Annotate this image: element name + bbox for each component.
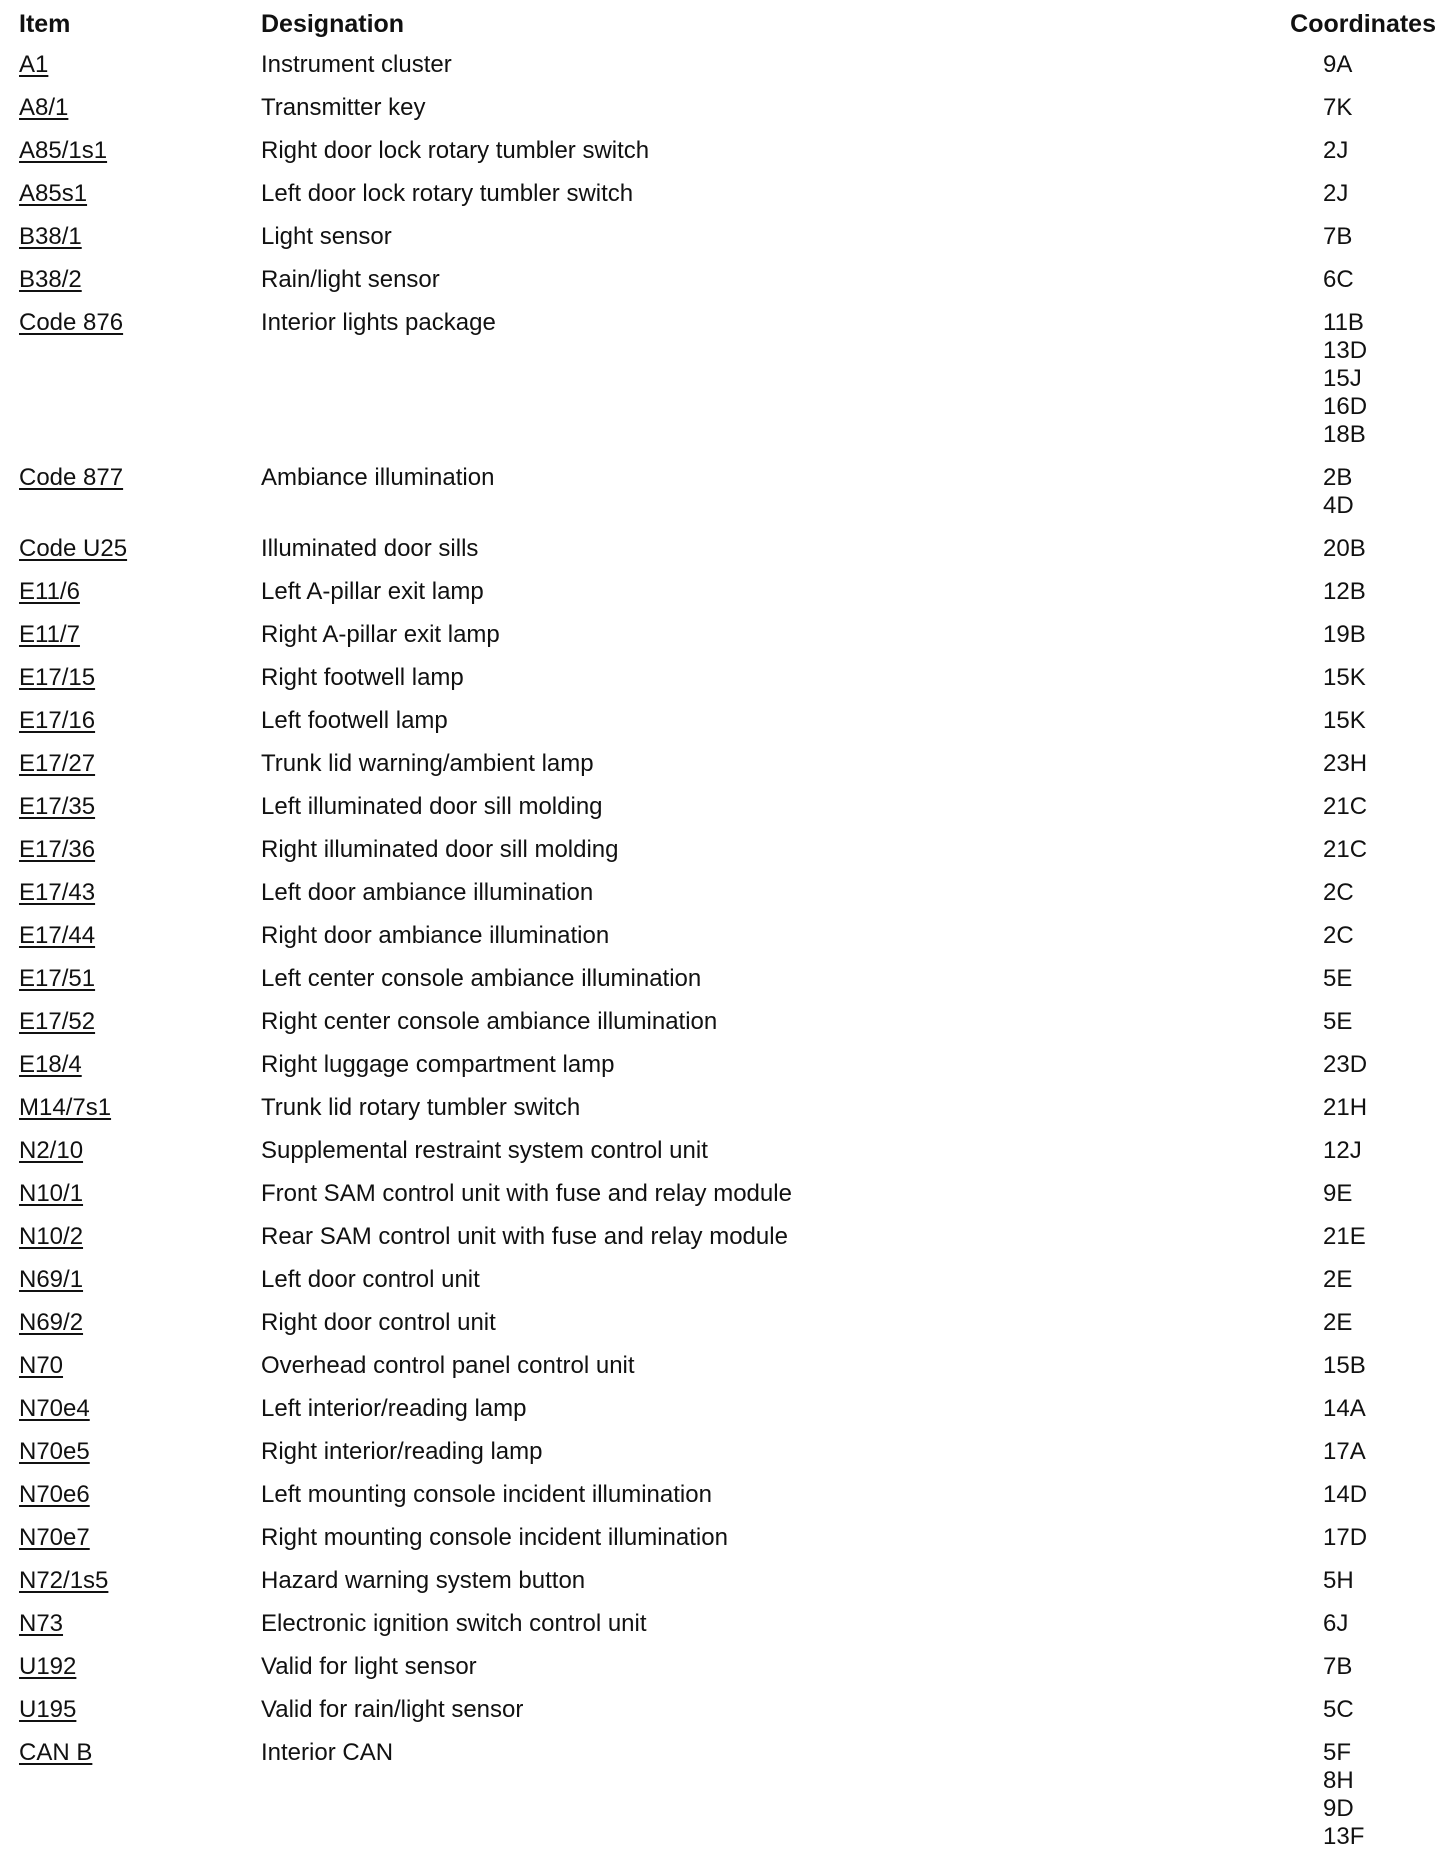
designation-text: Rear SAM control unit with fuse and relay module xyxy=(261,1223,788,1250)
designation-text: Overhead control panel control unit xyxy=(261,1352,635,1379)
table-row xyxy=(0,1438,1456,1481)
table-row xyxy=(0,1180,1456,1223)
coordinate-value: 14A xyxy=(1323,1395,1366,1422)
designation-text: Interior lights package xyxy=(261,309,496,336)
coordinates-cell xyxy=(1323,1008,1456,1036)
coordinate-value: 23H xyxy=(1323,750,1368,777)
coordinates-cell xyxy=(1323,1438,1456,1466)
item-link[interactable]: A85s1 xyxy=(19,180,88,207)
coordinate-value: 2E xyxy=(1323,1309,1353,1336)
coordinate-value: 16D xyxy=(1323,393,1368,420)
designation-text: Left A-pillar exit lamp xyxy=(261,578,484,605)
coordinate-value: 18B xyxy=(1323,421,1366,448)
table-row xyxy=(0,664,1456,707)
table-row xyxy=(0,1309,1456,1352)
item-link[interactable]: E17/51 xyxy=(19,965,96,992)
coordinates-cell xyxy=(1323,1266,1456,1294)
coordinates-cell xyxy=(1323,1223,1456,1251)
coordinate-value: 5C xyxy=(1323,1696,1354,1723)
coordinate-value: 20B xyxy=(1323,535,1366,562)
coordinate-value: 17D xyxy=(1323,1524,1368,1551)
coordinates-cell xyxy=(1323,51,1456,79)
designation-text: Illuminated door sills xyxy=(261,535,479,562)
coordinate-value: 7K xyxy=(1323,94,1353,121)
coordinate-value: 11B xyxy=(1323,309,1364,336)
coordinates-cell xyxy=(1323,223,1456,251)
designation-text: Rain/light sensor xyxy=(261,266,440,293)
coordinate-value: 12B xyxy=(1323,578,1366,605)
component-table-body xyxy=(0,51,1456,1866)
coordinates-cell xyxy=(1323,1653,1456,1681)
coordinate-value: 14D xyxy=(1323,1481,1368,1508)
item-link[interactable]: N70 xyxy=(19,1352,64,1379)
item-link[interactable]: N10/1 xyxy=(19,1180,84,1207)
table-row xyxy=(0,1352,1456,1395)
table-row xyxy=(0,965,1456,1008)
table-row xyxy=(0,94,1456,137)
designation-text: Light sensor xyxy=(261,223,392,250)
coordinates-cell xyxy=(1323,793,1456,821)
table-row xyxy=(0,1008,1456,1051)
item-link[interactable]: B38/1 xyxy=(19,223,82,250)
coordinate-value: 5E xyxy=(1323,1008,1353,1035)
designation-text: Instrument cluster xyxy=(261,51,452,78)
item-link[interactable]: U195 xyxy=(19,1696,77,1723)
coordinates-cell xyxy=(1323,707,1456,735)
table-row xyxy=(0,535,1456,578)
table-row xyxy=(0,707,1456,750)
table-row xyxy=(0,1481,1456,1524)
coordinate-value: 21H xyxy=(1323,1094,1368,1121)
coordinates-cell xyxy=(1323,1094,1456,1122)
coordinates-cell xyxy=(1323,922,1456,950)
coordinate-value: 2J xyxy=(1323,137,1349,164)
designation-text: Trunk lid rotary tumbler switch xyxy=(261,1094,581,1121)
column-header-coordinates: Coordinates xyxy=(1290,10,1436,38)
table-row xyxy=(0,1653,1456,1696)
coordinate-value: 2C xyxy=(1323,879,1354,906)
coordinates-cell xyxy=(1323,1524,1456,1552)
item-link[interactable]: N70e6 xyxy=(19,1481,90,1508)
table-row xyxy=(0,51,1456,94)
column-header-designation: Designation xyxy=(261,10,405,38)
table-row xyxy=(0,793,1456,836)
table-row xyxy=(0,621,1456,664)
item-link[interactable]: N70e7 xyxy=(19,1524,90,1551)
item-link[interactable]: CAN B xyxy=(19,1739,93,1766)
table-row xyxy=(0,309,1456,464)
coordinate-value: 8H xyxy=(1323,1767,1354,1794)
item-link[interactable]: Code 877 xyxy=(19,464,124,491)
coordinate-value: 2B xyxy=(1323,464,1353,491)
item-link[interactable]: U192 xyxy=(19,1653,77,1680)
coordinates-cell xyxy=(1323,578,1456,606)
table-row xyxy=(0,180,1456,223)
designation-text: Left mounting console incident illumination xyxy=(261,1481,712,1508)
designation-text: Right interior/reading lamp xyxy=(261,1438,543,1465)
coordinate-value: 7B xyxy=(1323,223,1353,250)
coordinate-value: 13D xyxy=(1323,337,1368,364)
designation-text: Electronic ignition switch control unit xyxy=(261,1610,647,1637)
item-link[interactable]: A8/1 xyxy=(19,94,69,121)
coordinate-value: 15K xyxy=(1323,707,1366,734)
coordinates-cell xyxy=(1323,1481,1456,1509)
coordinates-cell xyxy=(1323,664,1456,692)
coordinates-cell xyxy=(1323,1395,1456,1423)
coordinates-cell xyxy=(1323,750,1456,778)
designation-text: Front SAM control unit with fuse and relay module xyxy=(261,1180,792,1207)
item-link[interactable]: N2/10 xyxy=(19,1137,84,1164)
coordinates-cell xyxy=(1323,1051,1456,1079)
coordinate-value: 21C xyxy=(1323,836,1368,863)
item-link[interactable]: B38/2 xyxy=(19,266,82,293)
coordinate-value: 9E xyxy=(1323,1180,1353,1207)
designation-text: Right luggage compartment lamp xyxy=(261,1051,615,1078)
designation-text: Right door control unit xyxy=(261,1309,496,1336)
table-row xyxy=(0,266,1456,309)
table-row xyxy=(0,1266,1456,1309)
designation-text: Supplemental restraint system control unit xyxy=(261,1137,708,1164)
designation-text: Left interior/reading lamp xyxy=(261,1395,527,1422)
item-link[interactable]: N70e5 xyxy=(19,1438,90,1465)
designation-text: Right center console ambiance illumination xyxy=(261,1008,718,1035)
coordinates-cell xyxy=(1323,94,1456,122)
coordinates-cell xyxy=(1323,965,1456,993)
coordinate-value: 15K xyxy=(1323,664,1366,691)
table-row xyxy=(0,879,1456,922)
coordinates-cell xyxy=(1323,879,1456,907)
table-row xyxy=(0,922,1456,965)
item-link[interactable]: E11/6 xyxy=(19,578,80,605)
designation-text: Right footwell lamp xyxy=(261,664,464,691)
item-link[interactable]: M14/7s1 xyxy=(19,1094,112,1121)
coordinate-value: 21C xyxy=(1323,793,1368,820)
item-link[interactable]: A1 xyxy=(19,51,49,78)
coordinates-cell xyxy=(1323,1137,1456,1165)
table-header xyxy=(0,10,1456,40)
coordinate-value: 6J xyxy=(1323,1610,1349,1637)
coordinate-value: 5H xyxy=(1323,1567,1354,1594)
coordinates-cell xyxy=(1323,1567,1456,1595)
table-row xyxy=(0,1739,1456,1866)
table-row xyxy=(0,1137,1456,1180)
coordinates-cell xyxy=(1323,464,1456,520)
coordinate-value: 5E xyxy=(1323,965,1353,992)
designation-text: Left door ambiance illumination xyxy=(261,879,594,906)
designation-text: Valid for light sensor xyxy=(261,1653,477,1680)
coordinates-cell xyxy=(1323,1739,1456,1851)
coordinate-value: 2J xyxy=(1323,180,1349,207)
designation-text: Right door lock rotary tumbler switch xyxy=(261,137,650,164)
table-row xyxy=(0,1094,1456,1137)
coordinates-cell xyxy=(1323,1309,1456,1337)
coordinate-value: 15B xyxy=(1323,1352,1366,1379)
item-link[interactable]: N69/1 xyxy=(19,1266,84,1293)
coordinate-value: 5F xyxy=(1323,1739,1352,1766)
item-link[interactable]: E17/43 xyxy=(19,879,96,906)
item-link[interactable]: E11/7 xyxy=(19,621,80,648)
designation-text: Left center console ambiance illumination xyxy=(261,965,702,992)
designation-text: Left door lock rotary tumbler switch xyxy=(261,180,634,207)
coordinate-value: 4D xyxy=(1323,492,1354,519)
item-link[interactable]: N70e4 xyxy=(19,1395,90,1422)
item-link[interactable]: N69/2 xyxy=(19,1309,84,1336)
coordinate-value: 2C xyxy=(1323,922,1354,949)
item-link[interactable]: E17/36 xyxy=(19,836,96,863)
coordinates-cell xyxy=(1323,309,1456,449)
coordinate-value: 13F xyxy=(1323,1823,1365,1850)
designation-text: Right illuminated door sill molding xyxy=(261,836,619,863)
coordinates-cell xyxy=(1323,266,1456,294)
item-link[interactable]: E17/15 xyxy=(19,664,96,691)
coordinates-cell xyxy=(1323,1696,1456,1724)
coordinate-value: 7B xyxy=(1323,1653,1353,1680)
designation-text: Hazard warning system button xyxy=(261,1567,586,1594)
coordinate-value: 21E xyxy=(1323,1223,1366,1250)
table-row xyxy=(0,1395,1456,1438)
designation-text: Trunk lid warning/ambient lamp xyxy=(261,750,594,777)
item-link[interactable]: A85/1s1 xyxy=(19,137,108,164)
coordinate-value: 6C xyxy=(1323,266,1354,293)
designation-text: Interior CAN xyxy=(261,1739,394,1766)
coordinate-value: 9A xyxy=(1323,51,1353,78)
item-link[interactable]: E18/4 xyxy=(19,1051,82,1078)
designation-text: Right door ambiance illumination xyxy=(261,922,610,949)
table-row xyxy=(0,1696,1456,1739)
coordinate-value: 9D xyxy=(1323,1795,1354,1822)
coordinate-value: 17A xyxy=(1323,1438,1366,1465)
designation-text: Transmitter key xyxy=(261,94,426,121)
coordinates-cell xyxy=(1323,1352,1456,1380)
table-row xyxy=(0,1223,1456,1266)
item-link[interactable]: E17/52 xyxy=(19,1008,96,1035)
item-link[interactable]: E17/16 xyxy=(19,707,96,734)
table-row xyxy=(0,578,1456,621)
table-row xyxy=(0,750,1456,793)
item-link[interactable]: E17/27 xyxy=(19,750,96,777)
item-link[interactable]: N72/1s5 xyxy=(19,1567,109,1594)
table-row xyxy=(0,464,1456,535)
coordinates-cell xyxy=(1323,137,1456,165)
table-row xyxy=(0,223,1456,266)
table-row xyxy=(0,1610,1456,1653)
item-link[interactable]: E17/44 xyxy=(19,922,96,949)
item-link[interactable]: Code 876 xyxy=(19,309,124,336)
table-row xyxy=(0,836,1456,879)
item-link[interactable]: N10/2 xyxy=(19,1223,84,1250)
coordinates-cell xyxy=(1323,1180,1456,1208)
table-row xyxy=(0,1051,1456,1094)
designation-text: Left illuminated door sill molding xyxy=(261,793,603,820)
designation-text: Valid for rain/light sensor xyxy=(261,1696,524,1723)
coordinate-value: 19B xyxy=(1323,621,1366,648)
coordinates-cell xyxy=(1323,621,1456,649)
coordinate-value: 15J xyxy=(1323,365,1362,392)
designation-text: Ambiance illumination xyxy=(261,464,495,491)
coordinate-value: 12J xyxy=(1323,1137,1362,1164)
coordinates-cell xyxy=(1323,535,1456,563)
coordinates-cell xyxy=(1323,180,1456,208)
coordinate-value: 2E xyxy=(1323,1266,1353,1293)
item-link[interactable]: N73 xyxy=(19,1610,64,1637)
designation-text: Right mounting console incident illumination xyxy=(261,1524,728,1551)
coordinates-cell xyxy=(1323,1610,1456,1638)
table-row xyxy=(0,1524,1456,1567)
item-link[interactable]: E17/35 xyxy=(19,793,96,820)
designation-text: Right A-pillar exit lamp xyxy=(261,621,500,648)
coordinates-cell xyxy=(1323,836,1456,864)
designation-text: Left footwell lamp xyxy=(261,707,448,734)
designation-text: Left door control unit xyxy=(261,1266,480,1293)
table-row xyxy=(0,137,1456,180)
item-link[interactable]: Code U25 xyxy=(19,535,128,562)
coordinate-value: 23D xyxy=(1323,1051,1368,1078)
table-row xyxy=(0,1567,1456,1610)
column-header-item: Item xyxy=(19,10,71,38)
